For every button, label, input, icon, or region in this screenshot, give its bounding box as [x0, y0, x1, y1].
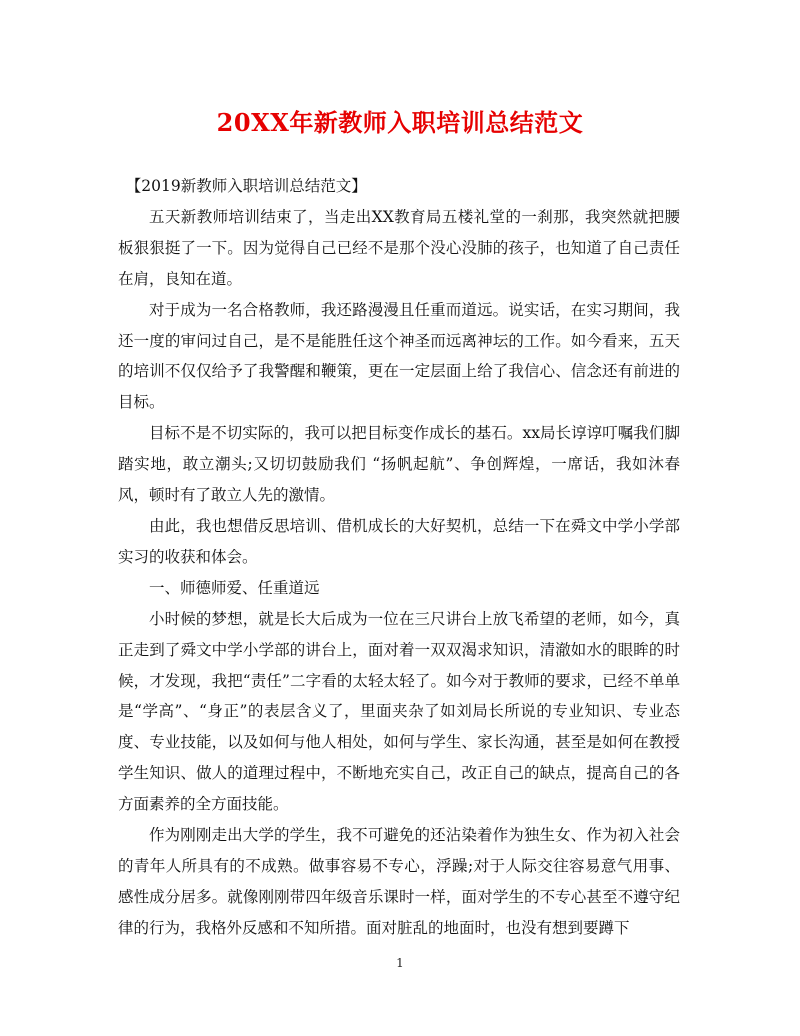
- document-subtitle: 【2019新教师入职培训总结范文】: [125, 177, 367, 195]
- document-title: 20XX年新教师入职培训总结范文: [216, 108, 584, 137]
- paragraph-3: 目标不是不切实际的，我可以把目标变作成长的基石。xx局长谆谆叮嘱我们脚踏实地，敢立潮头;又切切鼓励我们 “扬帆起航”、争创辉煌，一席话，我如沐春风，顿时有了敢立人先的激情。: [118, 424, 680, 505]
- document-body: [118, 171, 680, 944]
- paragraph-2: 对于成为一名合格教师，我还路漫漫且任重而道远。说实话，在实习期间，我还一度的审问过自己，是不是能胜任这个神圣而远离神坛的工作。如今看来，五天的培训不仅仅给予了我警醒和鞭策，更在一定层面上给了我信心、信念还有前进的目标。: [118, 300, 680, 412]
- paragraph-5: 小时候的梦想，就是长大后成为一位在三尺讲台上放飞希望的老师，如今，真正走到了舜文中学小学部的讲台上，面对着一双双渴求知识，清澈如水的眼眸的时候，才发现，我把“责任”二字看的太轻太轻了。如今对于教师的要求，已经不单单是“学高”、“身正”的表层含义了，里面夹杂了如刘局长所说的专业知识、专业态度、专业技能，以及如何与他人相处，如何与学生、家长沟通，甚至是如何在教授学生知识、做人的道理过程中，不断地充实自己，改正自己的缺点，提高自己的各方面素养的全方面技能。: [118, 609, 680, 814]
- paragraph-4: 由此，我也想借反思培训、借机成长的大好契机，总结一下在舜文中学小学部实习的收获和体会。: [118, 516, 680, 566]
- paragraph-1: 五天新教师培训结束了，当走出XX教育局五楼礼堂的一刹那，我突然就把腰板狠狠挺了一下。因为觉得自己已经不是那个没心没肺的孩子，也知道了自己责任在肩，良知在道。: [118, 207, 680, 288]
- page-number: 1: [396, 956, 404, 970]
- section-heading-1: 一、师德师爱、任重道远: [149, 578, 320, 597]
- paragraph-6: 作为刚刚走出大学的学生，我不可避免的还沾染着作为独生女、作为初入社会的青年人所具有的不成熟。做事容易不专心，浮躁;对于人际交往容易意气用事、感性成分居多。就像刚刚带四年级音乐课时一样，面对学生的不专心甚至不遵守纪律的行为，我格外反感和不知所措。面对脏乱的地面时，也没有想到要蹲下: [118, 826, 680, 937]
